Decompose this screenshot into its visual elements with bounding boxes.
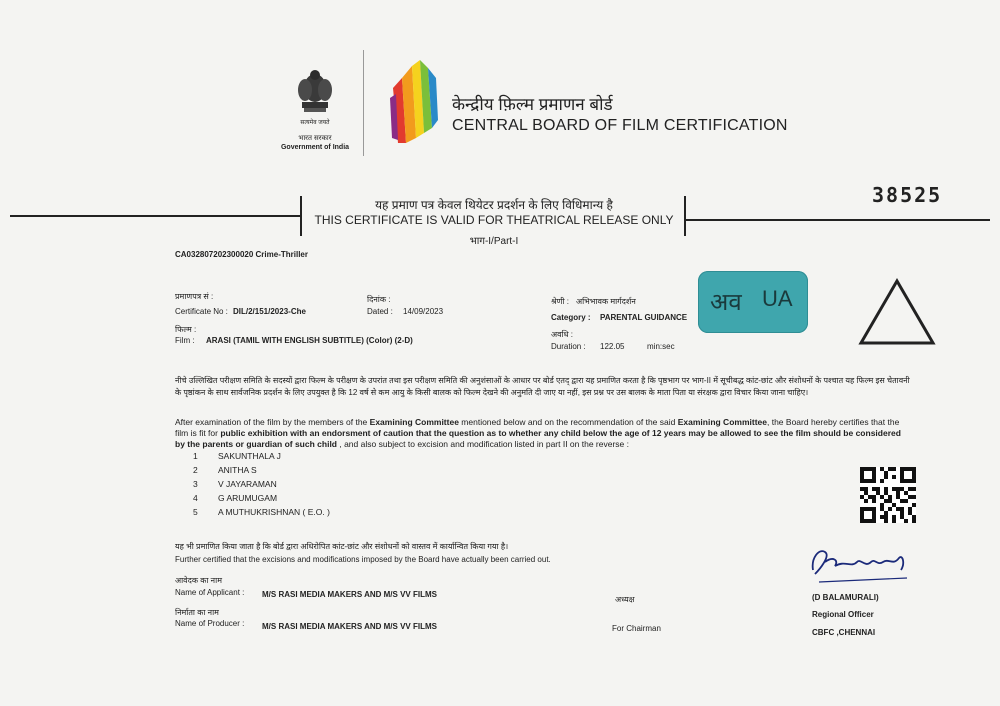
officer-office: CBFC ,CHENNAI [812, 628, 876, 637]
applicant-value: M/S RASI MEDIA MAKERS AND M/S VV FILMS [262, 590, 437, 599]
validity-english: THIS CERTIFICATE IS VALID FOR THEATRICAL RELEASE ONLY [314, 213, 674, 227]
serial-number: 38525 [872, 183, 943, 207]
category-value-hindi: अभिभावक मार्गदर्शन [576, 297, 636, 306]
list-item: 2 ANITHA S [193, 465, 257, 475]
validity-hindi: यह प्रमाण पत्र केवल थियेटर प्रदर्शन के लिए विधिमान्य है [375, 198, 613, 212]
lion-capital-icon [280, 62, 350, 120]
emblem-country: Government of India [280, 144, 350, 151]
banner-line-right [684, 219, 990, 221]
board-name-hindi: केन्द्रीय फ़िल्म प्रमाणन बोर्ड [452, 95, 613, 114]
signature-icon [805, 540, 915, 588]
rating-badge-hindi: अव [710, 289, 742, 316]
hindi-paragraph: नीचे उल्लिखित परीक्षण समिति के सदस्यों द्वारा फिल्म के परीक्षण के उपरांत तथा इस परीक्षण समिति की अनुशंसाओं के आधार पर बोर्ड एतद् द्वारा यह प्रमाणित करता है कि पृष्ठभाग पर भाग-II में सूचीबद्ध कांट-छांट और संशोधनों के पश्चात यह फिल्म इस चेतावनी के पृष्ठांकन के साथ सार्वजनिक प्रदर्शन के लिए उपयुक्त है कि 12 वर्ष से कम आयु के किसी बालक को फिल्म देखने की अनुमति दी जाए या नहीं, इस प्रश्न पर उस बालक के माता पिता या संरक्षक द्वारा विचार किया जाना चाहिए। [175, 376, 910, 397]
rating-badge [698, 271, 808, 333]
further-english: Further certified that the excisions and modifications imposed by the Board have actually been carried out. [175, 555, 551, 564]
examining-committee-1: Examining Committee [369, 417, 459, 427]
header-divider [363, 50, 364, 156]
list-item: 1 SAKUNTHALA J [193, 451, 281, 461]
rating-badge-english: UA [762, 286, 793, 311]
list-item: 3 V JAYARAMAN [193, 479, 277, 489]
film-value: ARASI (TAMIL WITH ENGLISH SUBTITLE) (Color) (2-D) [206, 336, 413, 345]
duration-value: 122.05 [600, 342, 625, 351]
chairman-english: For Chairman [612, 624, 661, 633]
english-paragraph-part4: , and also subject to excision and modification listed in part II on the reverse : [337, 439, 629, 449]
date-label: Dated : [367, 307, 393, 316]
applicant-label-hindi: आवेदक का नाम [175, 576, 222, 585]
emblem-country-hindi: भारत सरकार [298, 135, 332, 142]
duration-label-hindi: अवधि : [551, 330, 573, 339]
cbfc-logo-icon [388, 58, 443, 148]
category-label-hindi: श्रेणी : [551, 297, 569, 306]
english-paragraph [175, 417, 910, 450]
film-label: Film : [175, 336, 195, 345]
banner-line-left [10, 215, 302, 217]
reference-number: CA032807202300020 Crime-Thriller [175, 250, 308, 259]
committee-list [193, 451, 330, 521]
further-hindi: यह भी प्रमाणित किया जाता है कि बोर्ड द्वारा अधिरोपित कांट-छांट और संशोधनों को वास्तव में कार्यान्वित किया गया है। [175, 542, 509, 551]
cert-no-label: Certificate No : [175, 307, 228, 316]
validity-part: भाग-I/Part-I [469, 236, 519, 247]
list-item: 4 G ARUMUGAM [193, 493, 278, 503]
government-emblem [280, 62, 350, 152]
english-paragraph-part1: After examination of the film by the members of the [175, 417, 370, 427]
board-name: CENTRAL BOARD OF FILM CERTIFICATION [452, 117, 788, 134]
category-value: PARENTAL GUIDANCE [600, 313, 688, 322]
category-label: Category : [551, 313, 591, 322]
producer-value: M/S RASI MEDIA MAKERS AND M/S VV FILMS [262, 622, 437, 631]
cert-no-value: DIL/2/151/2023-Che [233, 307, 306, 316]
caution-endorsement: public exhibition with an endorsment of caution that the question as to whether any child below the age of 12 years may be allowed to see the film should be considered by the parents or guardian of such child [175, 428, 901, 449]
date-value: 14/09/2023 [403, 307, 444, 316]
duration-unit: min:sec [647, 342, 675, 351]
cert-no-label-hindi: प्रमाणपत्र सं : [175, 292, 214, 301]
banner-bracket-right [684, 196, 686, 236]
list-item: 5 A MUTHUKRISHNAN ( E.O. ) [193, 507, 330, 517]
english-paragraph-part3: , the Board hereby certifies that the film is fit for [175, 417, 900, 438]
english-paragraph-part2: mentioned below and on the recommendation of the said [458, 417, 678, 427]
producer-label: Name of Producer : [175, 619, 245, 628]
examining-committee-2: Examining Committee [677, 417, 767, 427]
duration-label: Duration : [551, 342, 586, 351]
producer-label-hindi: निर्माता का नाम [175, 608, 219, 617]
officer-name: (D BALAMURALI) [812, 593, 879, 602]
applicant-label: Name of Applicant : [175, 588, 245, 597]
qr-code-icon [860, 467, 916, 523]
emblem-motto: सत्यमेव जयते [300, 120, 330, 126]
film-label-hindi: फिल्म : [175, 325, 197, 334]
warning-triangle-icon [856, 276, 938, 348]
chairman-hindi: अध्यक्ष [615, 595, 635, 604]
banner-bracket-left [300, 196, 302, 236]
date-label-hindi: दिनांक : [367, 295, 391, 304]
officer-title: Regional Officer [812, 610, 874, 619]
